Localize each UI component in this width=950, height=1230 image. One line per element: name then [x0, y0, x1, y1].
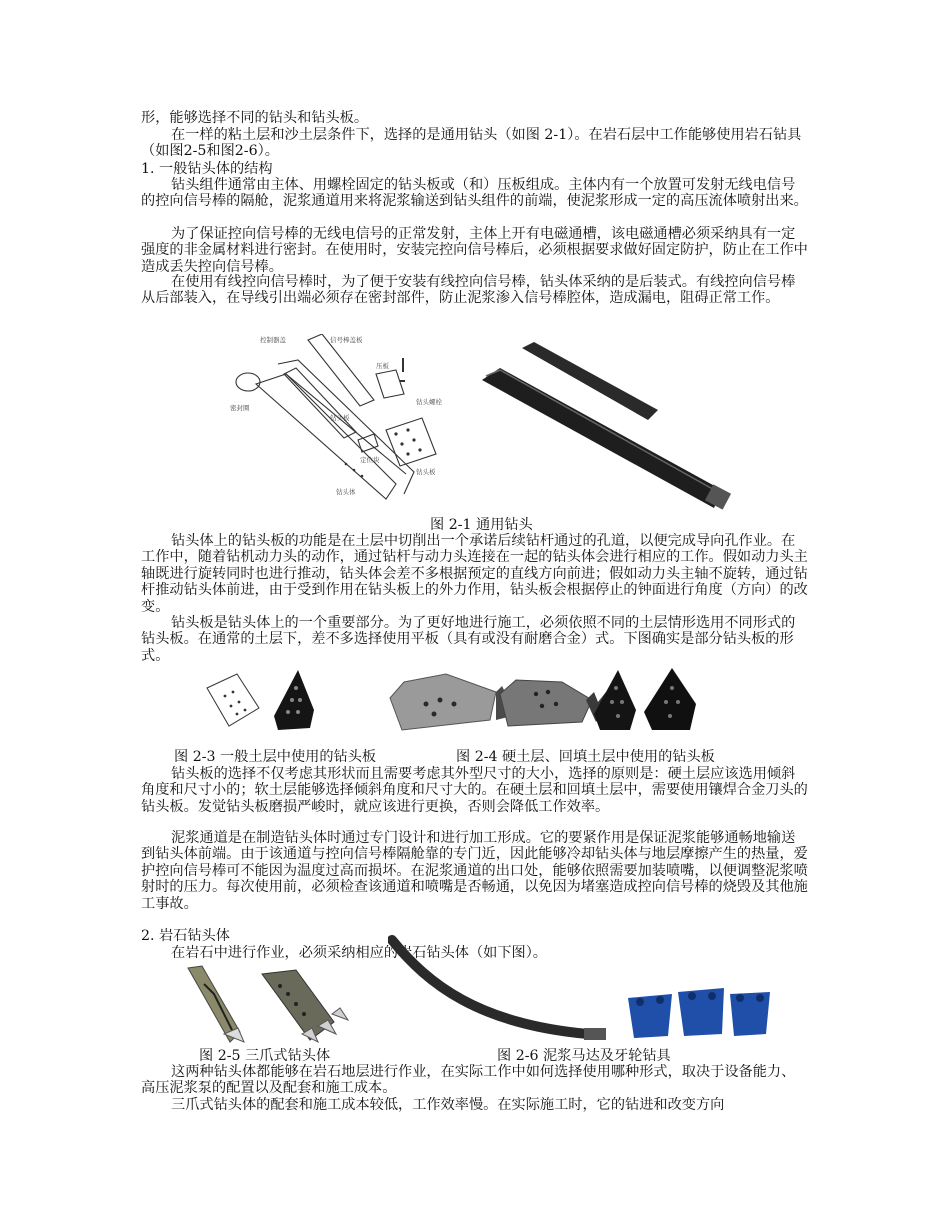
drill-head-photo	[482, 340, 738, 516]
diagram-label: 钻头体	[336, 489, 356, 496]
diagram-label: 定位块	[360, 457, 380, 464]
paragraph: 形，能够选择不同的钻头和钻头板。	[141, 110, 369, 126]
hard-soil-bit-plates-photo	[386, 664, 706, 736]
diagram-label: 控制器盖	[260, 337, 286, 344]
figure-caption: 图 2-1 通用钻头	[430, 517, 533, 533]
paragraph: 在使用有线控向信号棒时，为了便于安装有线控向信号棒，钻头体采纳的是后装式。有线控向信号棒从后部装入，在导线引出端必须存在密封部件，防止泥浆渗入信号棒腔体，造成漏电，阻碍正常工作。	[141, 274, 796, 307]
diagram-label: 钻头螺栓	[416, 399, 442, 406]
paragraph: 钻头体上的钻头板的功能是在土层中切削出一个承诺后续钻杆通过的孔道，以便完成导向孔作业。在工作中，随着钻机动力头的动作，通过钻杆与动力头连接在一起的钻头体会进行相应的工作。假如动力头主轴既进行旋转同时也进行推动，钻头体会差不多根据预定的直线方向前进；假如动力头主轴不旋转，通过钻杆推动钻头体前进，由于受到作用在钻头板上的外力作用，钻头板会根据停止的钟面进行角度（方向）的改变。	[141, 533, 808, 615]
figure-caption: 图 2-4 硬土层、回填土层中使用的钻头板	[456, 749, 715, 765]
section-heading: 1. 一般钻头体的结构	[141, 161, 273, 177]
diagram-label: 密封圈	[230, 405, 250, 412]
paragraph: 为了保证控向信号棒的无线电信号的正常发射，主体上开有电磁通槽，该电磁通槽必须采纳具有一定强度的非金属材料进行密封。在使用时，安装完控向信号棒后，必须根据要求做好固定防护，防止在工作中造成丢失控向信号棒。	[141, 226, 808, 275]
diagram-label: 信号棒盖板	[330, 337, 363, 344]
diagram-label: 钻头板	[416, 469, 436, 476]
figure-caption: 图 2-3 一般土层中使用的钻头板	[174, 749, 377, 765]
diagram-label: 压板	[376, 363, 389, 370]
paragraph: 这两种钻头体都能够在岩石地层进行作业，在实际工作中如何选择使用哪种形式，取决于设备能力、高压泥浆泵的配置以及配套和施工成本。	[141, 1064, 796, 1097]
paragraph: 钻头板是钻头体上的一个重要部分。为了更好地进行施工，必须依照不同的土层情形选用不同形式的钻头板。在通常的土层下，差不多选择使用平板（具有或没有耐磨合金）式。下图确实是部分钻头板的形式。	[141, 615, 796, 664]
paragraph: 在岩石中进行作业，必须采纳相应的岩石钻头体（如下图）。	[171, 945, 547, 961]
paragraph: 钻头板的选择不仅考虑其形状而且需要考虑其外型尺寸的大小，选择的原则是：硬土层应该选用倾斜角度和尺寸小的；软土层能够选择倾斜角度和尺寸大的。在硬土层和回填土层中，需要使用镶焊合金刀头的钻头板。发觉钻头板磨损严峻时，就应该进行更换，否则会降低工作效率。	[141, 766, 808, 815]
paragraph: 三爪式钻头体的配套和施工成本较低，工作效率慢。在实际施工时，它的钻进和改变方向	[171, 1097, 725, 1113]
section-heading: 2. 岩石钻头体	[141, 928, 230, 944]
paragraph: 钻头组件通常由主体、用螺栓固定的钻头板或（和）压板组成。主体内有一个放置可发射无线电信号的控向信号棒的隔舱，泥浆通道用来将泥浆输送到钻头组件的前端，使泥浆形成一定的高压流体喷射出来。	[141, 177, 808, 210]
mud-motor-and-tricone-bit-photos	[388, 934, 776, 1052]
paragraph: 泥浆通道是在制造钻头体时通过专门设计和进行加工形成。它的要紧作用是保证泥浆能够通畅地输送到钻头体前端。由于该通道与控向信号棒隔舱靠的专门近，因此能够冷却钻头体与地层摩擦产生的热量，爱护控向信号棒可不能因为温度过高而损坏。在泥浆通道的出口处，能够依照需要加装喷嘴，以便调整泥浆喷射时的压力。每次使用前，必须检查该通道和喷嘴是否畅通，以免因为堵塞造成控向信号棒的烧毁及其他施工事故。	[141, 830, 808, 912]
diagram-label: 钻头板	[330, 415, 350, 422]
three-jaw-drill-head-photos	[184, 964, 352, 1046]
figure-caption: 图 2-6 泥浆马达及牙轮钻具	[497, 1048, 671, 1064]
dark-bit-plate-photo	[270, 668, 320, 734]
exploded-drill-head-diagram	[226, 334, 454, 510]
flat-bit-plate-sketch	[203, 668, 263, 732]
figure-caption: 图 2-5 三爪式钻头体	[199, 1048, 331, 1064]
paragraph: 在一样的粘土层和沙土层条件下，选择的是通用钻头（如图 2-1）。在岩石层中工作能够使用岩石钻具（如图2-5和图2-6）。	[141, 127, 802, 160]
